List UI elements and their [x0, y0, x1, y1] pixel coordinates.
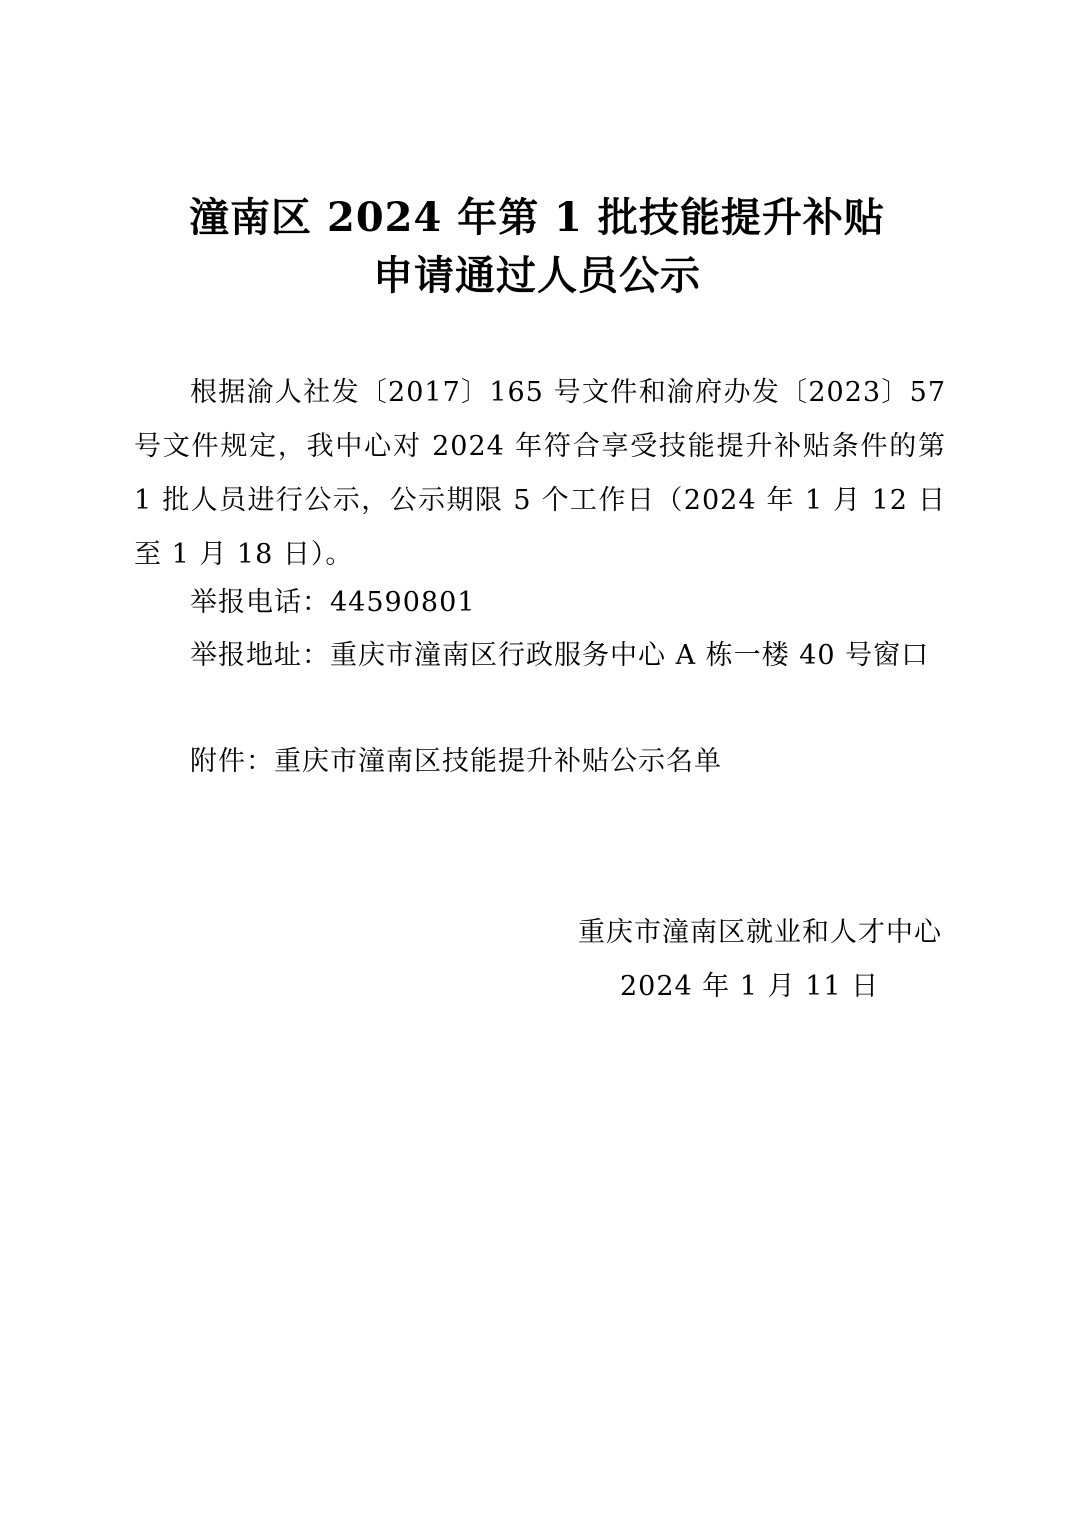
attachment-note: 附件：重庆市潼南区技能提升补贴公示名单 [190, 746, 722, 777]
signature-date: 2024 年 1 月 11 日 [620, 971, 880, 1002]
body-paragraph: 根据渝人社发〔2017〕165 号文件和渝府办发〔2023〕57 号文件规定，我中心对 2024 年符合享受技能提升补贴条件的第 1 批人员进行公示，公示期限 5 个工作日（2024 年 1 月 12 日至 1 月 18 日）。 [134, 377, 946, 570]
report-phone: 举报电话：44590801 [190, 587, 476, 618]
document-title-line-1: 潼南区 2024 年第 1 批技能提升补贴 [189, 194, 885, 241]
signature-organization: 重庆市潼南区就业和人才中心 [578, 917, 942, 948]
document-title-line-2: 申请通过人员公示 [373, 252, 701, 299]
report-address: 举报地址：重庆市潼南区行政服务中心 A 栋一楼 40 号窗口 [190, 640, 930, 671]
